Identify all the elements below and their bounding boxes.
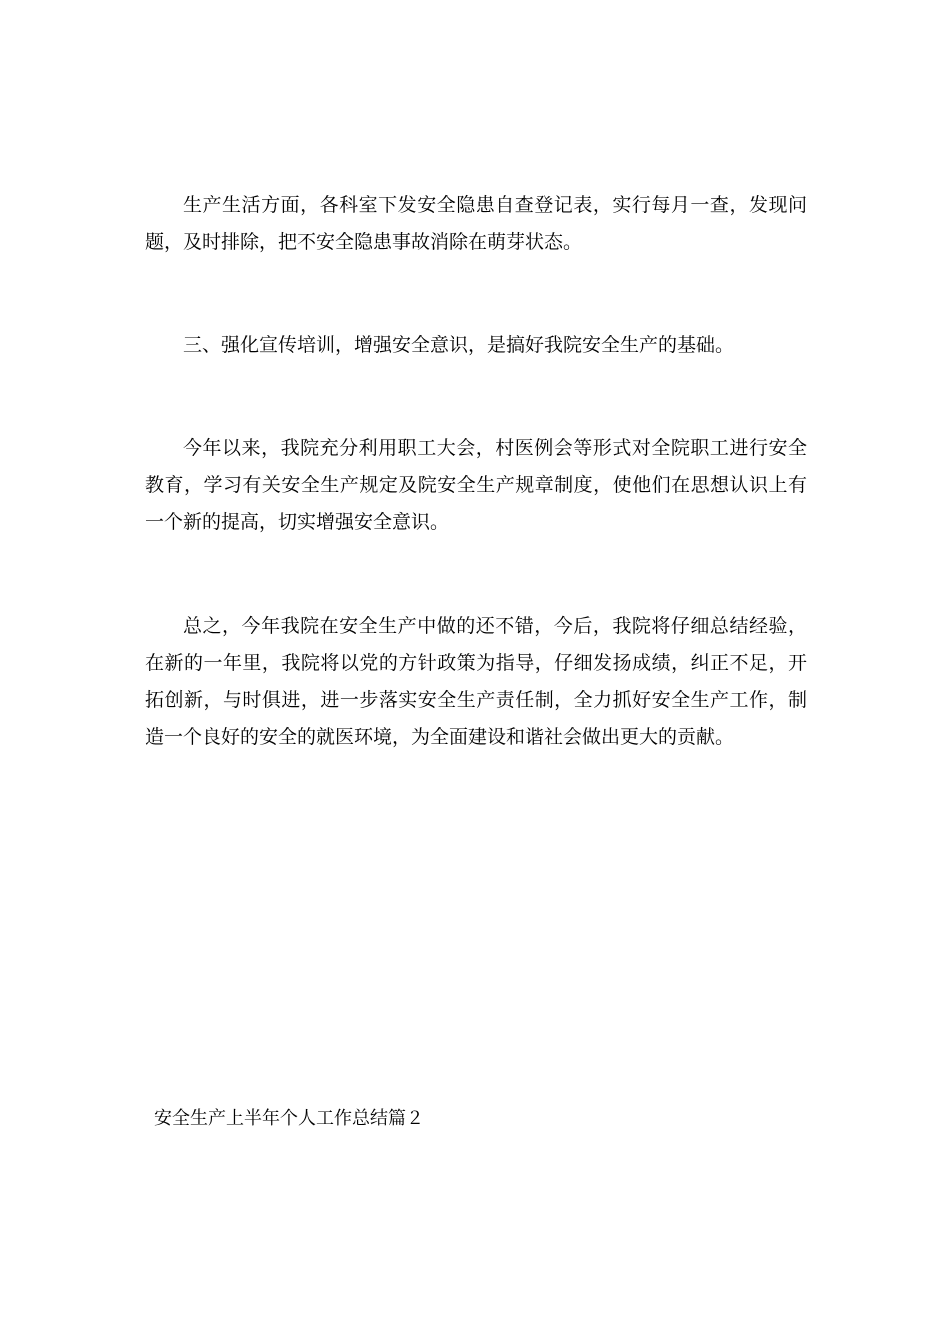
paragraph-training: 今年以来，我院充分利用职工大会，村医例会等形式对全院职工进行安全教育，学习有关安全生产规定及院安全生产规章制度，使他们在思想认识上有一个新的提高，切实增强安全意识。 [145,437,807,533]
paragraph-section-three-heading: 三、强化宣传培训，增强安全意识，是搞好我院安全生产的基础。 [183,334,735,356]
paragraph-conclusion: 总之，今年我院在安全生产中做的还不错，今后，我院将仔细总结经验，在新的一年里，我院将以党的方针政策为指导，仔细发扬成绩，纠正不足，开拓创新，与时俱进，进一步落实安全生产责任制，全力抓好安全生产工作，制造一个良好的安全的就医环境，为全面建设和谐社会做出更大的贡献。 [145,615,807,748]
paragraph-safety-inspection: 生产生活方面，各科室下发安全隐患自查登记表，实行每月一查，发现问题，及时排除，把不安全隐患事故消除在萌芽状态。 [145,194,807,253]
section-title: 安全生产上半年个人工作总结篇２ [154,1108,424,1129]
